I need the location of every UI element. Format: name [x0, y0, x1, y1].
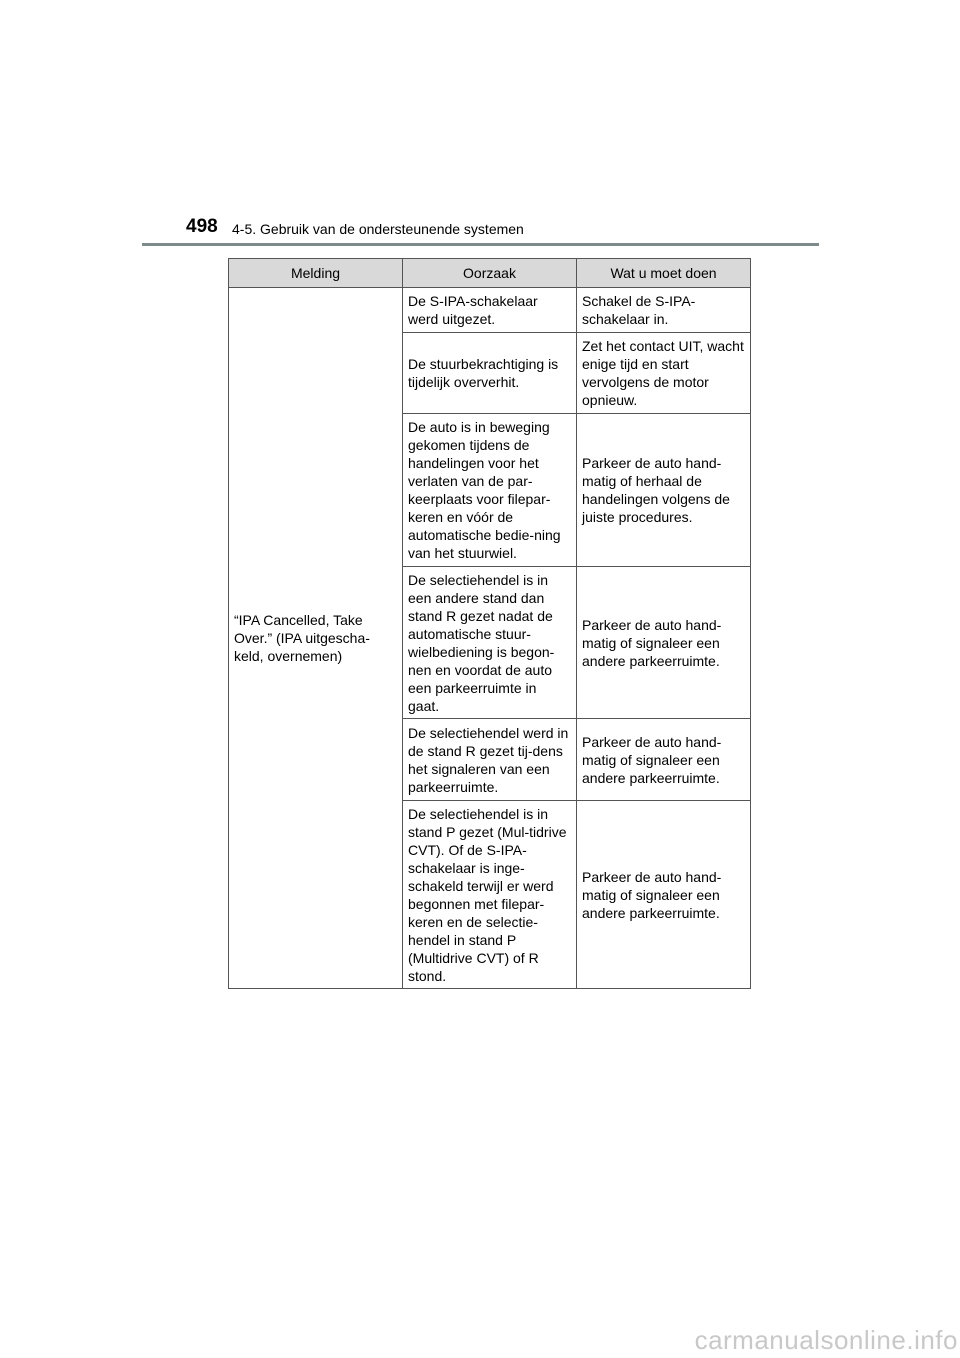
action-cell: Parkeer de auto hand-matig of herhaal de handelingen volgens de juiste procedures. [577, 414, 751, 567]
cause-cell: De stuurbekrachtiging is tijdelijk oververhit. [403, 333, 577, 414]
table-row [229, 288, 751, 333]
header-divider [142, 243, 819, 246]
message-table [228, 258, 751, 989]
column-header-oorzaak: Oorzaak [403, 259, 577, 288]
section-title: 4-5. Gebruik van de ondersteunende systemen [232, 221, 524, 237]
watermark: carmanualsonline.info [694, 1325, 958, 1355]
column-header-wat-u-moet-doen: Wat u moet doen [577, 259, 751, 288]
cause-cell: De selectiehendel is in stand P gezet (Mul-tidrive CVT). Of de S-IPA-schakelaar is inge-schakeld terwijl er werd begonnen met filepar-keren en de selectie-hendel in stand P (Multidrive CVT) of R stond. [403, 801, 577, 989]
action-cell: Schakel de S-IPA-schakelaar in. [577, 288, 751, 333]
message-cell: “IPA Cancelled, Take Over.” (IPA uitgescha-keld, overnemen) [229, 288, 403, 989]
table-header-row [229, 259, 751, 288]
action-cell: Zet het contact UIT, wacht enige tijd en start vervolgens de motor opnieuw. [577, 333, 751, 414]
action-cell: Parkeer de auto hand-matig of signaleer een andere parkeerruimte. [577, 801, 751, 989]
action-cell: Parkeer de auto hand-matig of signaleer een andere parkeerruimte. [577, 567, 751, 719]
cause-cell: De auto is in beweging gekomen tijdens de handelingen voor het verlaten van de par-keerplaats voor filepar-keren en vóór de automatische bedie-ning van het stuurwiel. [403, 414, 577, 567]
action-cell: Parkeer de auto hand-matig of signaleer een andere parkeerruimte. [577, 719, 751, 801]
page-number: 498 [186, 216, 218, 237]
cause-cell: De selectiehendel is in een andere stand dan stand R gezet nadat de automatische stuur-wielbediening is begon-nen en voordat de auto een parkeerruimte in gaat. [403, 567, 577, 719]
cause-cell: De S-IPA-schakelaar werd uitgezet. [403, 288, 577, 333]
cause-cell: De selectiehendel werd in de stand R gezet tij-dens het signaleren van een parkeerruimte. [403, 719, 577, 801]
column-header-melding: Melding [229, 259, 403, 288]
